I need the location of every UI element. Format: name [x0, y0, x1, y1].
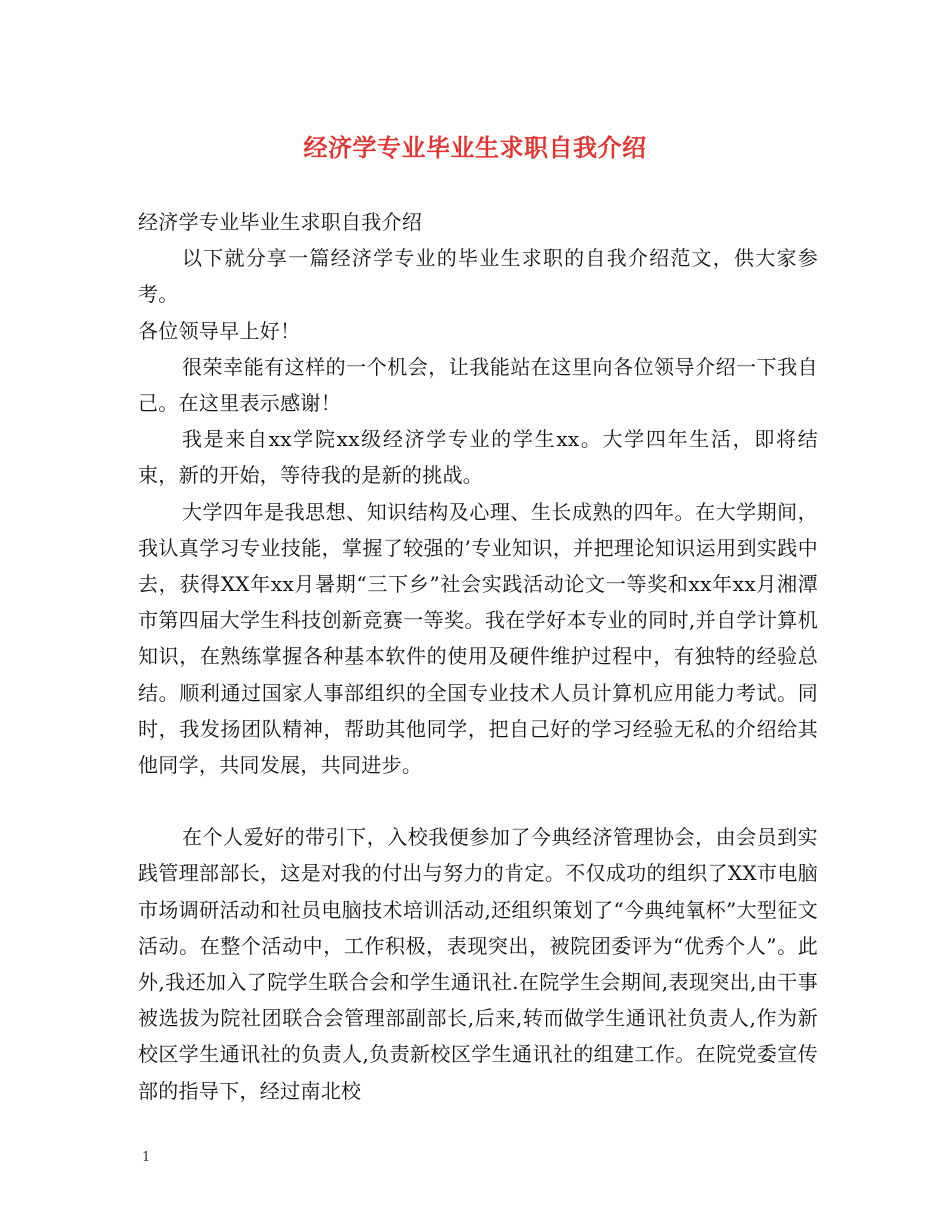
paragraph-thanks: 很荣幸能有这样的一个机会，让我能站在这里向各位领导介绍一下我自己。在这里表示感谢！ — [138, 354, 818, 416]
paragraph-study: 大学四年是我思想、知识结构及心理、生长成熟的四年。在大学期间，我认真学习专业技能，掌握了较强的’专业知识，并把理论知识运用到实践中去，获得XX年xx月暑期“三下乡”社会实践活动论文一等奖和xx年xx月湘潭市第四届大学生科技创新竞赛一等奖。我在学好本专业的同时,并自学计算机知识，在熟练掌握各种基本软件的使用及硬件维护过程中，有独特的经验总结。顺利通过国家人事部组织的全国专业技术人员计算机应用能力考试。同时，我发扬团队精神，帮助其他同学，把自己好的学习经验无私的介绍给其他同学，共同发展，共同进步。 — [138, 499, 818, 778]
paragraph-heading: 经济学专业毕业生求职自我介绍 — [138, 210, 423, 234]
paragraph-activities: 在个人爱好的带引下，入校我便参加了今典经济管理协会，由会员到实践管理部部长，这是对我的付出与努力的肯定。不仅成功的组织了XX市电脑市场调研活动和社员电脑技术培训活动,还组织策划了“今典纯氧杯”大型征文活动。在整个活动中，工作积极，表现突出，被院团委评为“优秀个人”。此外,我还加入了院学生联合会和学生通讯社.在院学生会期间,表现突出,由干事被选拔为院社团联合会管理部副部长,后来,转而做学生通讯社负责人,作为新校区学生通讯社的负责人,负责新校区学生通讯社的组建工作。在院党委宣传部的指导下，经过南北校 — [138, 825, 818, 1103]
paragraph-intro: 以下就分享一篇经济学专业的毕业生求职的自我介绍范文，供大家参考。 — [138, 246, 818, 307]
paragraph-greeting: 各位领导早上好！ — [138, 318, 301, 343]
document-body — [138, 204, 818, 1109]
page-number: 1 — [142, 1150, 151, 1165]
paragraph-background: 我是来自xx学院xx级经济学专业的学生xx。大学四年生活，即将结束，新的开始，等待我的是新的挑战。 — [138, 427, 818, 488]
paragraph-gap — [138, 783, 818, 819]
document-title: 经济学专业毕业生求职自我介绍 — [303, 133, 647, 162]
